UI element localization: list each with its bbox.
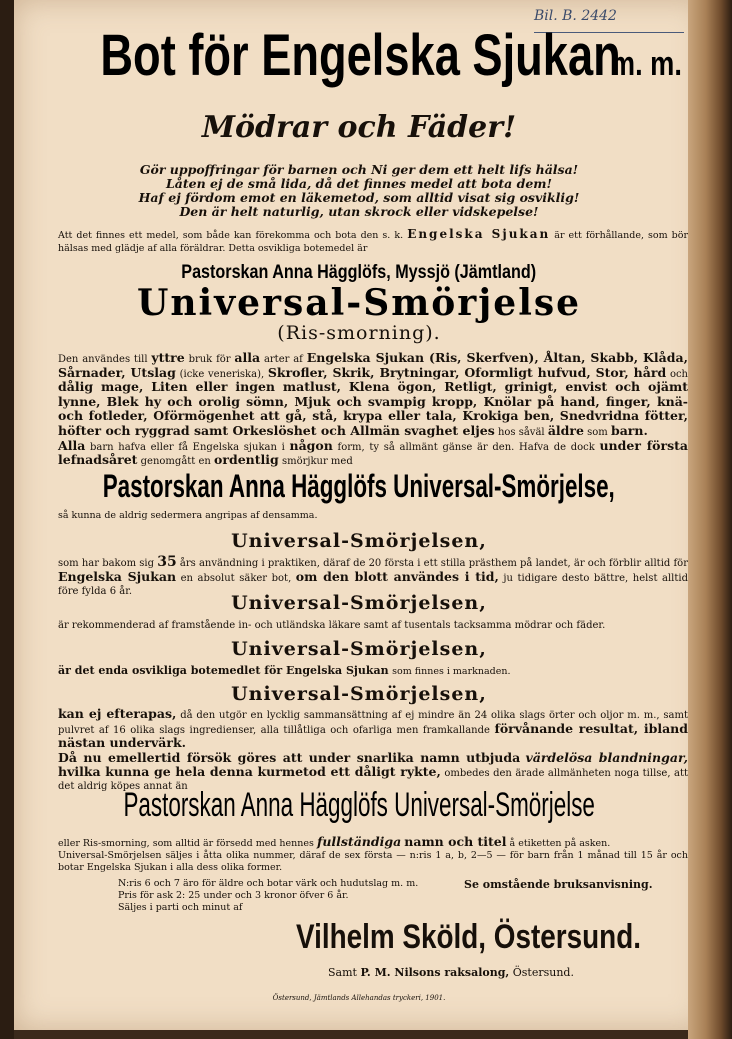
- p35-c: års användning i praktiken, däraf de 20 första i ett stilla prästhem på landet, är och förblir alltid för: [179, 558, 688, 569]
- heading-1: [14, 530, 704, 552]
- imitation-paragraph: [58, 708, 688, 793]
- imit-a: kan ej efterapas,: [58, 706, 177, 721]
- appeal-line-4: Den är helt naturlig, utan skrock eller vidskepelse!: [179, 204, 539, 219]
- usage-d: alla: [234, 350, 261, 365]
- heading-1-text: Universal-Smörjelsen,: [231, 530, 487, 552]
- appeal-line-2: Låten ej de små lida, då det finnes medel att bota dem!: [166, 176, 552, 191]
- product-subtitle: (Ris-smorning).: [277, 322, 441, 344]
- archive-reference: Bil. B. 2442: [534, 8, 617, 24]
- all-g: ordentlig: [214, 452, 279, 468]
- label-paragraph: [58, 836, 688, 874]
- heading-4: [14, 683, 704, 705]
- usage-h: Skrofler, Skrik, Brytningar, Oformligt hufvud, Stor, hård: [267, 364, 667, 380]
- maker-row: [14, 262, 704, 284]
- product-big2-row: [14, 786, 704, 825]
- all-d: form, ty så allmänt gänse är den. Hafva de dock: [337, 441, 595, 453]
- p35-a: som har bakom sig: [58, 558, 155, 569]
- warn-a: Då nu emellertid försök göres att under snarlika namn utbjuda: [58, 749, 521, 765]
- label-d: å etiketten på asken.: [509, 838, 611, 849]
- intro-disease: Engelska Sjukan: [407, 227, 551, 241]
- product-big-row: [14, 468, 704, 505]
- intro-text-c: är ett förhållande, som bör hälsas med glädje af alla föräldrar. Detta osvikliga botemedel är: [58, 230, 688, 254]
- p35-f: om den blott användes i tid,: [295, 568, 499, 584]
- heading-4-text: Universal-Smörjelsen,: [231, 683, 487, 705]
- all-b: barn hafva eller få Engelska sjukan i: [89, 441, 285, 453]
- usage-e: arter af: [263, 354, 303, 365]
- p35-b: 35: [157, 554, 177, 570]
- sold-b: N:ris 6 och 7 äro för äldre och botar värk och hudutslag m. m.: [118, 878, 419, 889]
- intro-text-a: Att det finnes ett medel, som både kan förekomma och bota den s. k.: [58, 230, 404, 241]
- all-f: genomgått en: [140, 456, 211, 468]
- seller-row: [296, 918, 717, 957]
- all-e: under första lefnadsåret: [58, 437, 688, 468]
- maker-line: Pastorskan Anna Hägglöfs, Myssjö (Jämtland): [181, 262, 537, 283]
- label-b: fullständiga: [316, 834, 402, 849]
- intro-paragraph: [58, 228, 688, 255]
- subtitle: Mödrar och Fäder!: [201, 110, 517, 145]
- all-a: Alla: [58, 437, 86, 453]
- label-c: namn och titel: [404, 834, 507, 849]
- sold-d: Pris för ask 2: 25 under och 3 kronor öfver 6 år.: [118, 890, 349, 901]
- product-row: [14, 282, 704, 324]
- only-a: är det enda osvikliga botemedlet för Engelska Sjukan: [58, 664, 389, 677]
- warn-d: ombedes den ärade allmänheten noga tillse, att det aldrig köpes annat än: [58, 768, 688, 792]
- p35-e: en absolut säker bot,: [180, 572, 292, 584]
- seller-name: Vilhelm Sköld, Östersund.: [296, 918, 641, 956]
- sold-c: Se omstående bruksanvisning.: [464, 878, 653, 891]
- label-a: eller Ris-smorning, som alltid är försedd med hennes: [58, 838, 314, 849]
- usage-m: som: [587, 426, 608, 438]
- usage-j: dålig mage, Liten eller ingen matlust, Klena ögon, Retligt, grinigt, envist och ojämt lynne, Blek hy och orolig sömn, Mjuk och svampig kropp, Knölar på hand, finger, knä- och fotleder, Oförmögenhet att gå, stå, krypa eller tala, Krokiga ben, Snedvridna fötter, höfter och ryggrad samt Orkeslöshet och Allmän svaghet eljes: [58, 379, 688, 438]
- heading-3-text: Universal-Smörjelsen,: [231, 638, 487, 660]
- printer-line: Östersund, Jämtlands Allehandas tryckeri, 1901.: [272, 994, 446, 1002]
- imit-c: förvånande resultat, ibland nästan undervärk.: [58, 720, 688, 750]
- sold-a: Universal-Smörjelsen säljes i åtta olika nummer, däraf de sex första — n:ris 1 a, b, 2—5 — för barn från 1 månad till 15 år och botar Engelska Sjukan i alla dess olika former.: [58, 850, 688, 873]
- heading-2: [14, 592, 704, 614]
- appeal-line-3: Haf ej fördom emot en läkemetod, som alltid visat sig osviklig!: [138, 190, 580, 205]
- all-h: smörjkur med: [281, 456, 353, 468]
- sold-e: Säljes i parti och minut af: [118, 902, 243, 913]
- heading-2-text: Universal-Smörjelsen,: [231, 592, 487, 614]
- usage-n: barn.: [610, 422, 648, 438]
- warn-c: hvilka kunna ge hela denna kurmetod ett dåligt rykte,: [58, 764, 441, 779]
- poster-page: [14, 0, 704, 1030]
- heading-3: [14, 638, 704, 660]
- scan-background: [0, 0, 14, 1039]
- usage-l: äldre: [547, 422, 584, 438]
- page-edge: [688, 0, 732, 1039]
- usage-i: och: [669, 368, 688, 380]
- imit-b: då den utgör en lycklig sammansättning af ej mindre än 24 olika slags örter och oljor m. m., samt pulvret af 16 olika slags ingredienser, alla tillåtliga och ofarliga men framkallande: [58, 710, 689, 736]
- only-b: som finnes i marknaden.: [392, 666, 511, 677]
- usage-a: Den användes till: [58, 354, 148, 365]
- main-title-suffix: m. m.: [610, 45, 682, 83]
- product-big: Pastorskan Anna Hägglöfs Universal-Smörjelse,: [102, 468, 616, 504]
- usage-f: Engelska Sjukan (Ris, Skerfven), Åltan, Skabb, Klåda, Sårnader, Utslag: [58, 350, 688, 380]
- usage-k: hos såväl: [497, 426, 545, 438]
- all-c: någon: [289, 437, 333, 453]
- p35-d: Engelska Sjukan: [58, 568, 177, 584]
- main-title-row: [14, 22, 704, 89]
- p35-g: ju tidigare desto bättre, helst alltid före fylda 6 år.: [58, 572, 688, 597]
- usage-g: (icke veneriska),: [179, 368, 265, 380]
- product-name: Universal-Smörjelse: [136, 282, 582, 324]
- never-attacked: så kunna de aldrig sedermera angripas af densamma.: [58, 510, 318, 521]
- appeal-line-1: Gör uppoffringar för barnen och Ni ger dem ett helt lifs hälsa!: [139, 162, 579, 177]
- warn-b: värdelösa blandningar,: [525, 749, 688, 765]
- also-sold: [328, 966, 574, 979]
- usage-paragraph: [58, 352, 688, 469]
- usage-c: bruk för: [188, 354, 231, 365]
- recommended: är rekommenderad af framstående in- och utländska läkare samt af tusentals tacksamma mödrar och fäder.: [58, 620, 606, 631]
- also-b: P. M. Nilsons raksalong,: [360, 966, 510, 979]
- also-c: Östersund.: [512, 966, 574, 979]
- only-remedy: [58, 664, 511, 677]
- also-a: Samt: [328, 966, 357, 979]
- usage-b: yttre: [151, 350, 185, 365]
- product-big-2: Pastorskan Anna Hägglöfs Universal-Smörjelse: [123, 786, 595, 824]
- main-title: Bot för Engelska Sjukan: [100, 23, 622, 88]
